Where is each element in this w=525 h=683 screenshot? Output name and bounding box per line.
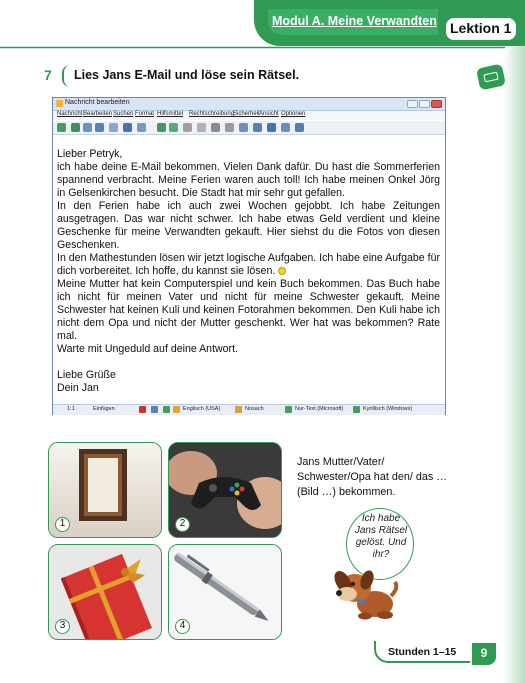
- smiley-icon: [278, 267, 286, 275]
- task-number: 7: [44, 67, 52, 83]
- email-spacer: [57, 356, 440, 369]
- redo-icon[interactable]: [169, 123, 178, 132]
- status-cursor: 1:1: [67, 406, 75, 412]
- lang-flag-icon: [173, 406, 180, 413]
- open-icon[interactable]: [83, 123, 92, 132]
- task-instruction: Lies Jans E-Mail und löse sein Rätsel.: [74, 68, 300, 82]
- answer-pattern: Jans Mutter/Vater/ Schwester/Opa hat den/ das … (Bild …) bekommen.: [297, 456, 448, 498]
- footer-stunden: Stunden 1–15: [388, 646, 457, 658]
- copy-icon[interactable]: [183, 123, 192, 132]
- menu-nachricht[interactable]: Nachricht: [57, 111, 83, 117]
- toolbar: [53, 121, 445, 135]
- delete-icon[interactable]: [225, 123, 234, 132]
- status-language: Englisch (USA): [183, 406, 221, 412]
- menu-sicherheit[interactable]: Sicherheit: [233, 111, 260, 117]
- page-number: 9: [472, 643, 496, 665]
- paste-icon[interactable]: [211, 123, 220, 132]
- modul-title: Modul A. Meine Verwandten: [272, 14, 437, 28]
- status-encoding: Kyrillisch (Windows): [363, 406, 413, 412]
- picture-number-1: 1: [55, 517, 70, 532]
- replace-icon[interactable]: [253, 123, 262, 132]
- keyboard-icon: [151, 406, 158, 413]
- save-icon[interactable]: [71, 123, 80, 132]
- workbook-icon: [476, 64, 506, 91]
- menu-format[interactable]: Format: [135, 111, 155, 117]
- email-closing: Liebe Grüße: [57, 369, 116, 381]
- menu-suchen[interactable]: Suchen: [113, 111, 134, 117]
- picture-1: [48, 442, 162, 538]
- window-title: Nachricht bearbeiten: [65, 99, 130, 106]
- email-greeting: Lieber Petryk,: [57, 148, 123, 160]
- picture-2: [168, 442, 282, 538]
- email-paragraph-4: Meine Mutter hat kein Computerspiel und kein Buch bekommen. Das Buch habe ich nicht für meinen Vater und nicht für meine Schwester gekauft. Meine Schwester hat keinen Kuli und keinen Fotorahmen bekommen. Den Kuli habe ich nicht dem Opa und nicht der Mutter geschenkt. Wer hat was bekommen? Rate mal.: [57, 278, 440, 342]
- menu-bearbeiten[interactable]: Bearbeiten: [83, 111, 113, 117]
- email-paragraph-3: [57, 252, 440, 278]
- task-separator: [62, 65, 70, 87]
- menu-hilfsmittel[interactable]: Hilfsmittel: [157, 111, 184, 117]
- email-paragraph-2: In den Ferien habe ich auch zwei Wochen gejobbt. Ich habe Zeitungen ausgetragen. Das war nicht schwer. Ich habe etwas Geld verdient und kleine Geschenke für meine Verwandten gekauft. Hier siehst du die Fotos von diesen Geschenken.: [57, 200, 440, 251]
- window-titlebar: [53, 98, 445, 111]
- status-bar: [53, 404, 445, 415]
- send-icon[interactable]: [57, 123, 66, 132]
- picture-number-3: 3: [55, 619, 70, 634]
- spell-icon[interactable]: [267, 123, 276, 132]
- status-mode: Einfügen: [93, 406, 115, 412]
- help-icon[interactable]: [295, 123, 304, 132]
- format-icon: [285, 406, 292, 413]
- minimize-button[interactable]: [407, 100, 418, 108]
- menu-bar: [53, 111, 445, 120]
- maximize-button[interactable]: [419, 100, 430, 108]
- options-icon[interactable]: [281, 123, 290, 132]
- print-icon[interactable]: [123, 123, 132, 132]
- close-button[interactable]: [431, 100, 442, 108]
- header-divider: [0, 46, 505, 49]
- address-icon[interactable]: [95, 123, 104, 132]
- user-icon: [235, 406, 242, 413]
- mail-icon: [56, 100, 63, 107]
- encoding-icon: [353, 406, 360, 413]
- speech-bubble-text: Ich habe Jans Rätsel gelöst. Und ihr?: [354, 513, 408, 560]
- dog-mascot-icon: [327, 560, 399, 620]
- email-window: [52, 97, 446, 415]
- email-paragraph-1: ich habe deine E-Mail bekommen. Vielen Dank dafür. Du hast die Sommerferien spannend verbracht. Meine Ferien waren auch toll! Ich habe meinen Onkel Jörg in Gelsenkirchen besucht. Die Stadt hat mir sehr gut gefallen.: [57, 161, 440, 199]
- picture-4: [168, 544, 282, 640]
- menu-ansicht[interactable]: Ansicht: [259, 111, 279, 117]
- preview-icon[interactable]: [137, 123, 146, 132]
- side-decoration: [503, 0, 525, 683]
- attach-icon[interactable]: [109, 123, 118, 132]
- email-paragraph-5: Warte mit Ungeduld auf deine Antwort.: [57, 343, 238, 355]
- status-format: Nur-Text (Microsoft): [295, 406, 344, 412]
- record-icon: [139, 406, 146, 413]
- email-signature: Dein Jan: [57, 382, 99, 394]
- email-paragraph-3-text: In den Mathestunden lösen wir jetzt logische Aufgaben. Ich habe eine Aufgabe für dich vorbereitet. Ich hoffe, du kannst sie lösen.: [57, 252, 440, 277]
- cut-icon[interactable]: [197, 123, 206, 132]
- picture-number-2: 2: [175, 517, 190, 532]
- email-body[interactable]: [57, 148, 440, 395]
- find-icon[interactable]: [239, 123, 248, 132]
- menu-rechtschreibung[interactable]: Rechtschreibung: [189, 111, 235, 117]
- lektion-label: Lektion 1: [450, 20, 512, 36]
- menu-optionen[interactable]: Optionen: [281, 111, 306, 117]
- flag-icon: [163, 406, 170, 413]
- status-source: Nosach: [245, 406, 264, 412]
- picture-3: [48, 544, 162, 640]
- undo-icon[interactable]: [157, 123, 166, 132]
- picture-number-4: 4: [175, 619, 190, 634]
